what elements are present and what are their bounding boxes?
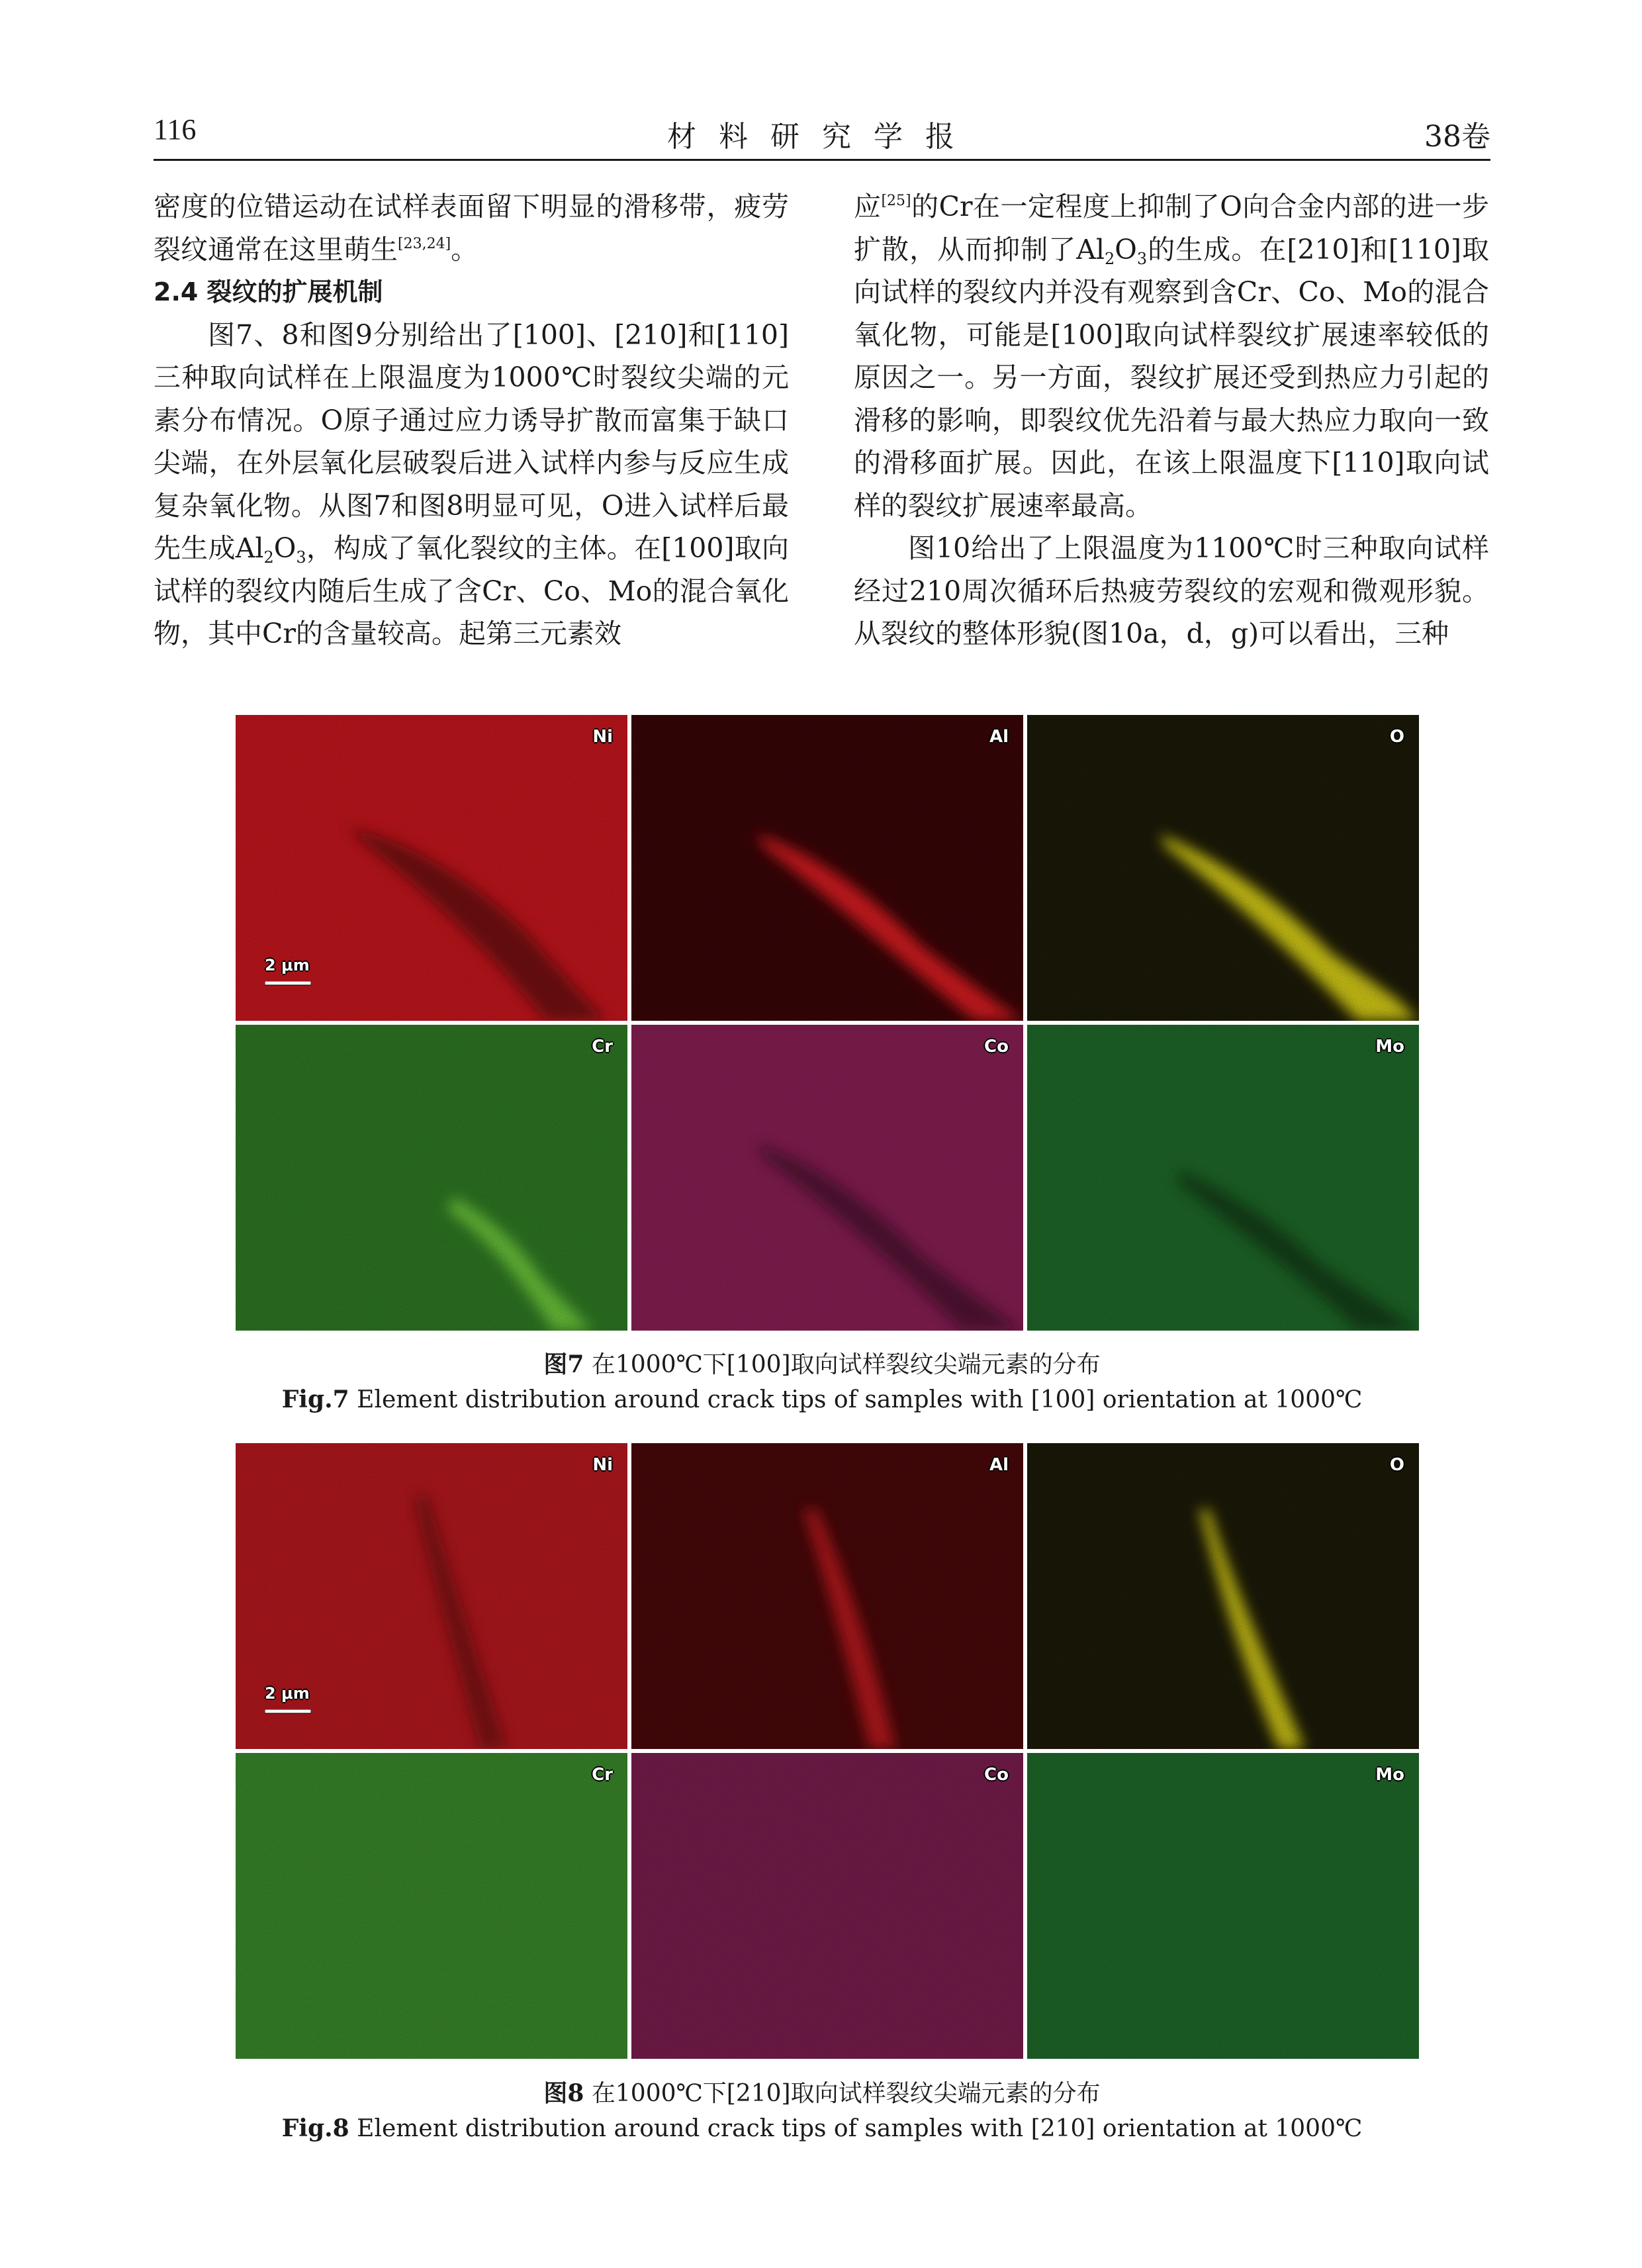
paragraph: 图10给出了上限温度为1100℃时三种取向试样经过210周次循环后热疲劳裂纹的宏观和微观形貌。从裂纹的整体形貌(图10a，d，g)可以看出，三种 (854, 532, 1489, 649)
element-label: O (1389, 1455, 1404, 1475)
page-number: 116 (154, 113, 197, 146)
element-label: Ni (592, 1455, 613, 1475)
element-label: Co (984, 1037, 1009, 1057)
element-label: Al (989, 727, 1009, 747)
eds-map-mo (1027, 1025, 1419, 1331)
figure-8-caption (154, 2076, 1490, 2146)
section-heading: 2.4 裂纹的扩展机制 (154, 277, 383, 307)
eds-map-o (1027, 1443, 1419, 1749)
eds-map-mo (1027, 1753, 1419, 2059)
figure-8 (236, 1443, 1419, 2060)
figure-7-caption (154, 1347, 1490, 1417)
element-label: Ni (592, 727, 613, 747)
right-column (854, 185, 1489, 655)
journal-title: 材料研究学报 (667, 120, 977, 154)
eds-map-o (1027, 715, 1419, 1021)
element-label: Al (989, 1455, 1009, 1475)
left-column (154, 185, 789, 655)
element-label: Mo (1375, 1037, 1404, 1057)
eds-map-al (631, 715, 1023, 1021)
element-label: Mo (1375, 1765, 1404, 1785)
scale-bar (265, 1709, 311, 1715)
page-header (154, 113, 1490, 155)
scale-bar-label: 2 μm (265, 956, 310, 974)
caption-english: Fig.7 Element distribution around crack tips of samples with [100] orientation at 1000℃ (281, 1386, 1363, 1413)
paragraph: 应[25]的Cr在一定程度上抑制了O向合金内部的进一步扩散，从而抑制了$Al_2O_3$的生成。在[210]和[110]取向试样的裂纹内并没有观察到含Cr、Co、Mo的混合氧化物，可能是[100]取向试样裂纹扩展速率较低的原因之一。另一方面，裂纹扩展还受到热应力引起的滑移的影响，即裂纹优先沿着与最大热应力取向一致的滑移面扩展。因此，在该上限温度下[110]取向试样的裂纹扩展速率最高。 (854, 191, 1489, 522)
volume-number: 38卷 (1424, 120, 1490, 154)
citation: [23,24] (398, 235, 451, 252)
eds-map-ni (236, 1443, 627, 1749)
paragraph: 密度的位错运动在试样表面留下明显的滑移带，疲劳裂纹通常在这里萌生[23,24]。 (154, 191, 789, 265)
figure-7 (236, 715, 1419, 1332)
element-label: Cr (592, 1037, 613, 1057)
citation: [25] (881, 193, 911, 209)
caption-english: Fig.8 Element distribution around crack tips of samples with [210] orientation at 1000℃ (281, 2114, 1363, 2142)
scale-bar (265, 981, 311, 986)
eds-map-al (631, 1443, 1023, 1749)
element-label: O (1389, 727, 1404, 747)
paragraph: 图7、8和图9分别给出了[100]、[210]和[110]三种取向试样在上限温度为1000℃时裂纹尖端的元素分布情况。O原子通过应力诱导扩散而富集于缺口尖端，在外层氧化层破裂后进入试样内参与反应生成复杂氧化物。从图7和图8明显可见，O进入试样后最先生成$Al_2O_3$，构成了氧化裂纹的主体。在[100]取向试样的裂纹内随后生成了含Cr、Co、Mo的混合氧化物，其中Cr的含量较高。起第三元素效 (154, 318, 789, 649)
eds-map-co (631, 1025, 1023, 1331)
header-rule (154, 159, 1490, 161)
scale-bar-label: 2 μm (265, 1684, 310, 1703)
eds-map-cr (236, 1753, 627, 2059)
caption-chinese: 图7 在1000℃下[100]取向试样裂纹尖端元素的分布 (543, 1350, 1101, 1378)
caption-chinese: 图8 在1000℃下[210]取向试样裂纹尖端元素的分布 (543, 2079, 1101, 2107)
element-label: Co (984, 1765, 1009, 1785)
element-label: Cr (592, 1765, 613, 1785)
eds-map-cr (236, 1025, 627, 1331)
eds-map-co (631, 1753, 1023, 2059)
eds-map-ni (236, 715, 627, 1021)
